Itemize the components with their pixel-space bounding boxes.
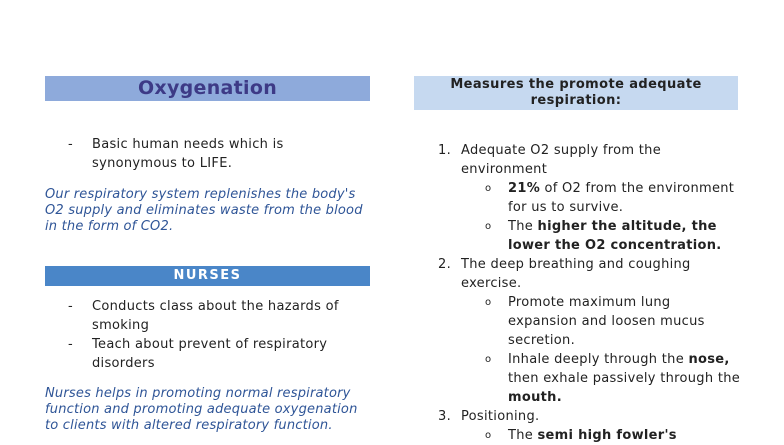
list-item	[414, 141, 744, 255]
sub-text: then exhale passively through the	[508, 371, 741, 386]
sub-text: The	[508, 219, 538, 234]
list-item: - Conducts class about the hazards of smoking	[45, 297, 357, 335]
list-item	[414, 255, 744, 407]
sub-item	[461, 426, 741, 445]
nurses-note: Nurses helps in promoting normal respiratory function and promoting adequate oxygenation to clients with altered respiratory function.	[45, 386, 358, 433]
oxygenation-bullets	[45, 135, 357, 173]
list-item: - Teach about prevent of respiratory disorders	[45, 335, 357, 373]
item-text: Adequate O2 supply from the environment	[461, 143, 662, 177]
measures-title: Measures the promote adequate respiration:	[414, 76, 738, 110]
sub-text: Inhale deeply through the	[508, 352, 689, 367]
bold-text: mouth.	[508, 390, 562, 405]
item-number: 1.	[438, 143, 452, 158]
bold-text: 21%	[508, 181, 541, 196]
item-number: 2.	[438, 257, 452, 272]
sub-item	[461, 179, 741, 217]
item-text: Positioning.	[461, 409, 540, 424]
list-item	[414, 407, 744, 445]
sub-item	[461, 350, 741, 407]
nurses-bullets	[45, 297, 357, 373]
item-text: The deep breathing and coughing exercise.	[461, 257, 691, 291]
nurses-title: NURSES	[45, 266, 370, 286]
list-item: - Basic human needs which is synonymous to LIFE.	[45, 135, 357, 173]
sub-item	[461, 293, 741, 350]
oxygenation-title: Oxygenation	[45, 76, 370, 101]
sub-text: The	[508, 428, 538, 443]
measures-list	[414, 141, 744, 445]
respiratory-system-note: Our respiratory system replenishes the body's O2 supply and eliminates waste from the blood in the form of CO2.	[45, 187, 363, 234]
bold-text: nose,	[688, 352, 730, 367]
sub-text: Promote maximum lung expansion and loosen mucus secretion.	[508, 295, 705, 348]
bold-text: higher the altitude, the lower the O2 concentration.	[508, 219, 722, 253]
item-number: 3.	[438, 409, 452, 424]
sub-text: of O2 from the environment for us to survive.	[508, 181, 735, 215]
sub-item	[461, 217, 741, 255]
bold-text: semi high fowler's	[537, 428, 677, 443]
